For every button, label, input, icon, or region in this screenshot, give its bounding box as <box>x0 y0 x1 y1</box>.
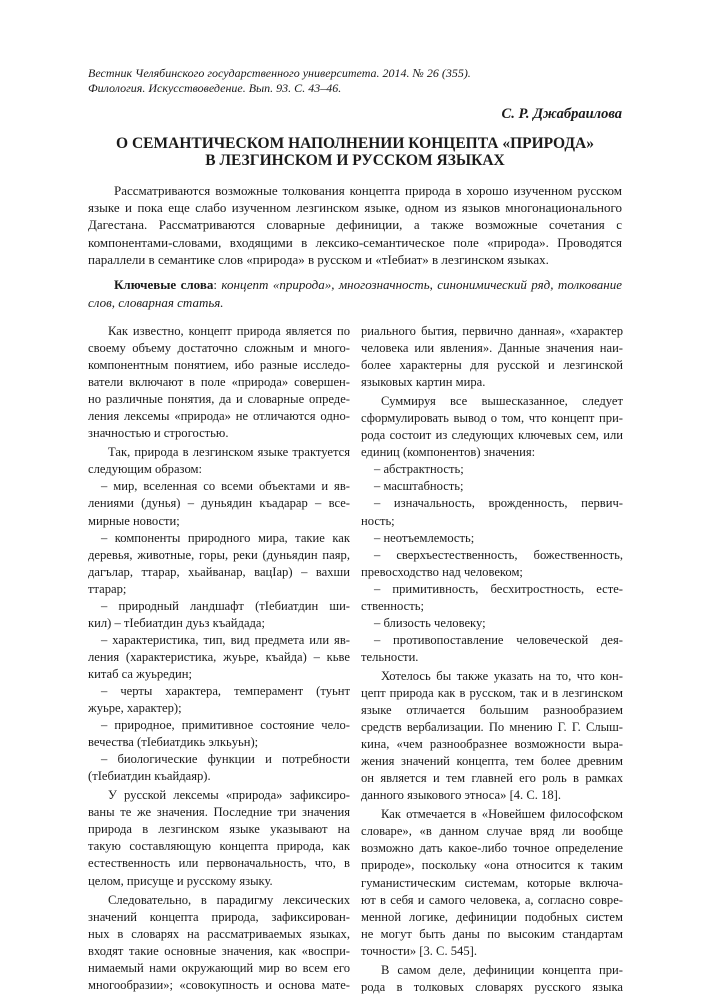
body-line: средств вербализации. По мнению Г. Г. Слыш- <box>361 720 623 735</box>
body-line: входят такие основные значения, как «воспри- <box>88 943 350 958</box>
body-line: китаб са жуьредин; <box>88 666 192 681</box>
body-line: (тIебиатдин къайдаяр). <box>88 769 211 784</box>
body-line: – биологические функции и потребности <box>101 752 350 767</box>
body-line: Суммируя все вышесказанное, следует <box>381 394 623 409</box>
keywords-label: Ключевые слова <box>114 277 214 292</box>
body-line: – масштабность; <box>374 479 464 494</box>
body-line: точности» [3. С. 545]. <box>361 943 477 958</box>
body-line: лениями (дунья) – дуньядин къадарар – все- <box>88 496 350 511</box>
article-title-line-1: О СЕМАНТИЧЕСКОМ НАПОЛНЕНИИ КОНЦЕПТА «ПРИРОДА» <box>116 135 594 152</box>
body-line: ственность; <box>361 598 424 613</box>
body-line: компонентным понятием, ибо разные исследо- <box>88 358 350 373</box>
body-line: – близость человеку; <box>374 615 486 630</box>
body-line: сформулировать вывод о том, что концепт при- <box>361 411 623 426</box>
body-line: нимаемый нами окружающий мир во всем его <box>88 960 350 975</box>
body-line: Как отмечается в «Новейшем философском <box>381 807 623 822</box>
body-line: – природное, примитивное состояние чело- <box>101 718 350 733</box>
body-line: ют в себя и самого человека, а, согласно совре- <box>361 892 623 907</box>
article-title <box>88 135 622 169</box>
body-line: – изначальность, врожденность, первич- <box>374 496 623 511</box>
body-line: кина, «чем разнообразнее возможности выра- <box>361 737 623 752</box>
body-line: дагълар, ттарар, хьайванар, вацIар) – вахши <box>88 564 350 579</box>
body-line: деревья, животные, горы, реки (дуньядин паяр, <box>88 547 350 562</box>
body-line: ваны те же значения. Последние три значения <box>88 805 350 820</box>
body-line: целом, присуще и русскому языку. <box>88 873 273 888</box>
body-line: такую составляющую концепта природа, как <box>88 839 350 854</box>
body-line: рода состоит из следующих ключевых сем, или <box>361 428 623 443</box>
body-line: но различные понятия, да и словарные опреде- <box>88 392 350 407</box>
body-line: природе», поскольку «она относится к таким <box>361 858 623 873</box>
body-line: гуманистическим системам, которые включа- <box>361 875 623 890</box>
abstract-text: Рассматриваются возможные толкования концепта природа в хорошо изученном русском языке и пока еще слабо изученном лезгинском языке, одном из языков многонационального Дагестана. Рассматриваются словарные дефиниции, а также возможные сочетания с компонентами-словами, входящими в лексико-семантическое поле «природа». Проводятся параллели в семантике слов «природа» в русском и «тIебиат» в лезгинском языках. <box>88 183 622 267</box>
body-line: не могут быть даны по высоким стандартам <box>361 926 623 941</box>
body-line: значностью и строгостью. <box>88 426 229 441</box>
article-title-line-2: В ЛЕЗГИНСКОМ И РУССКОМ ЯЗЫКАХ <box>205 152 505 169</box>
body-line: значений концепта природа, зафиксирован- <box>88 909 350 924</box>
keywords: Ключевые слова: концепт «природа», многозначность, синонимический ряд, толкование слов, словарная статья. <box>88 277 622 310</box>
body-line: ватели включают в поле «природа» совершен- <box>88 375 350 390</box>
abstract <box>88 182 622 268</box>
body-column-right <box>361 323 623 996</box>
body-line: Как известно, концепт природа является по <box>108 324 350 338</box>
body-line: цепт природа как в русском, так и в лезгинском <box>361 685 623 700</box>
body-line: единиц (компонентов) значения: <box>361 445 536 460</box>
body-line: жуьре, характер); <box>88 701 182 716</box>
body-line: ность; <box>361 513 395 528</box>
body-line: – сверхъестественность, божественность, <box>374 547 623 562</box>
body-line: Следовательно, в парадигму лексических <box>108 892 350 907</box>
body-line: тельности. <box>361 649 419 664</box>
body-line: он является и тем главней его роль в рамках <box>361 771 623 786</box>
body-line: риального бытия, первично данная», «характер <box>361 324 623 338</box>
body-line: вечества (тIебиатдикь элкьуьн); <box>88 735 259 750</box>
body-line: многообразии»; «совокупность и основа мате- <box>88 977 350 992</box>
body-line: более характерны для русской и лезгинской <box>361 358 623 373</box>
body-line: своему объему достаточно сложным и много- <box>88 341 350 356</box>
body-line: природа в лезгинском языке указывают на <box>88 822 350 837</box>
body-line: данного языкового этноса» [4. С. 18]. <box>361 788 561 803</box>
body-line: Хотелось бы также указать на то, что кон- <box>381 668 623 683</box>
body-line: мирные новости; <box>88 513 180 528</box>
body-line: – противопоставление человеческой дея- <box>374 632 623 647</box>
author-name: С. Р. Джабраилова <box>501 106 622 122</box>
journal-header-line-1: Вестник Челябинского государственного университета. 2014. № 26 (355). <box>88 66 471 80</box>
body-line: В самом деле, дефиниции концепта при- <box>381 962 623 977</box>
body-line: Так, природа в лезгинском языке трактуется <box>108 445 350 460</box>
body-line: – примитивность, бесхитростность, есте- <box>374 581 623 596</box>
body-column-left <box>88 323 350 994</box>
body-line: ттарар; <box>88 581 127 596</box>
body-line: – мир, вселенная со всеми объектами и яв- <box>101 479 350 494</box>
body-line: языковых картин мира. <box>361 375 486 390</box>
body-line: языке отличается большим разнообразием <box>361 703 623 718</box>
body-line: – черты характера, темперамент (туьнт <box>101 683 350 698</box>
body-line: – компоненты природного мира, такие как <box>101 530 350 545</box>
body-line: ления лексемы «природа» не отличаются одно- <box>88 409 350 424</box>
body-line: кил) – тIебиатдин дуьз къайдада; <box>88 615 266 630</box>
body-line: словаре», «в данном случае вряд ли вообще <box>361 824 623 839</box>
body-line: превосходство над человеком; <box>361 564 523 579</box>
body-line: – неотъемлемость; <box>374 530 475 545</box>
body-line: следующим образом: <box>88 462 202 477</box>
journal-header-line-2: Филология. Искусствоведение. Вып. 93. С. 43–46. <box>88 81 342 95</box>
body-line: У русской лексемы «природа» зафиксиро- <box>108 788 350 803</box>
body-line: – характеристика, тип, вид предмета или яв- <box>101 632 350 647</box>
body-line: человека или явления». Данные значения наи- <box>361 341 623 356</box>
body-line: ления (характеристика, жуьре, къайда) – кьве <box>88 649 350 664</box>
body-line: – природный ландшафт (тIебиатдин ши- <box>101 598 350 613</box>
body-line: менной логике, дефиниции подобных систем <box>361 909 623 924</box>
body-line: естественность или первоначальность, что, в <box>88 856 350 871</box>
body-line: жения значений концепта, тем более древним <box>361 754 623 769</box>
body-line: рода в толковых словарях русского языка <box>361 979 623 994</box>
body-line: возможно дать какое-либо точное определение <box>361 841 623 856</box>
body-line: ных в словарях на рассматриваемых языках, <box>88 926 350 941</box>
keywords-text: концепт «природа», многозначность, синонимический ряд, толкование слов, словарная статья. <box>88 277 622 310</box>
body-line: – абстрактность; <box>374 462 464 477</box>
